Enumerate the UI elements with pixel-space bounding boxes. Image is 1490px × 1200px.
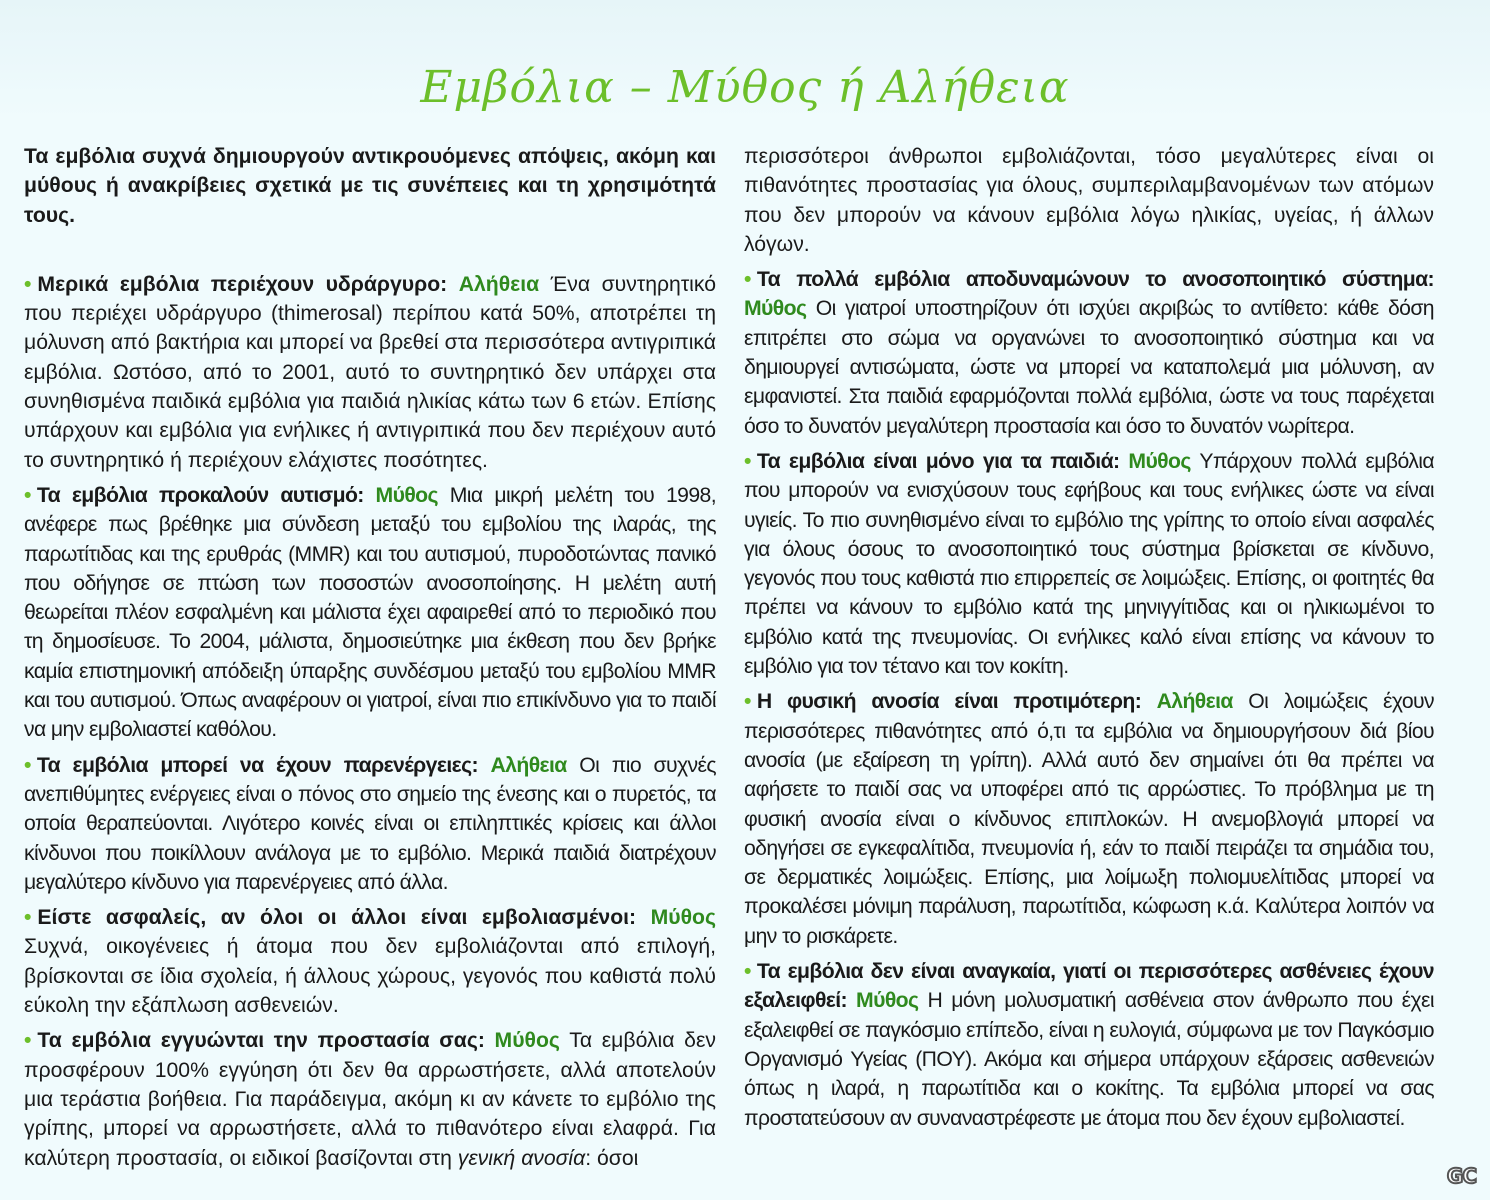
bullet-icon: • [744, 960, 751, 984]
item-heading: Η φυσική ανοσία είναι προτιμότερη: [756, 690, 1142, 714]
item-text: Τα εμβόλια δεν προσφέρουν 100% εγγύηση ότι δεν θα αρρωστήσετε, αλλά αποτελούν μια τεράστια βοήθεια. Για παράδειγμα, ακόμη κι αν κάνετε το εμβόλιο της γρίπης, μπορεί να αρρωστήσετε, αλλά το πιθανότερο είναι ελαφρά. Για καλύτερη προστασία, οι ειδικοί βασίζονται στη [24, 1029, 716, 1170]
verdict-label: Αλήθεια [1156, 690, 1233, 714]
verdict-label: Αλήθεια [458, 272, 540, 296]
item-heading: Μερικά εμβόλια περιέχουν υδράργυρο: [37, 272, 448, 296]
left-column [24, 142, 716, 1179]
item-herd-safety [24, 903, 716, 1020]
item-text: Οι πιο συχνές ανεπιθύμητες ενέργειες είναι ο πόνος στο σημείο της ένεσης και ο πυρετός, τα οποία θεραπεύονται. Λιγότερο κοινές είναι οι επιληπτικές κρίσεις και άλλοι κίνδυνοι που ποικίλλουν ανάλογα με το εμβόλιο. Μερικά παιδιά διατρέχουν μεγαλύτερο κίνδυνο για παρενέργειες από άλλα. [24, 753, 716, 894]
bullet-icon: • [744, 268, 751, 292]
item-text: Υπάρχουν πολλά εμβόλια που μπορούν να ενισχύσουν τους εφήβους και τους ενήλικες ώστε να είναι υγιείς. Το πιο συνηθισμένο είναι το εμβόλιο της γρίπης το οποίο είναι ασφαλές για όλους όσους το ανοσοποιητικό τους σύστημα βρίσκεται σε κίνδυνο, γεγονός που τους καθιστά πιο επιρρεπείς σε λοιμώξεις. Επίσης, οι φοιτητές θα πρέπει να κάνουν το εμβόλιο κατά της μηνιγγίτιδας και οι ηλικιωμένοι το εμβόλιο κατά της πνευμονίας. Οι ενήλικες καλό είναι επίσης να κάνουν το εμβόλιο για τον τέτανο και τον κοκίτη. [744, 449, 1434, 679]
verdict-label: Μύθος [744, 297, 807, 321]
verdict-label: Μύθος [375, 483, 438, 507]
bullet-icon: • [24, 272, 32, 296]
item-guarantee [24, 1026, 716, 1172]
item-natural-immunity [744, 687, 1434, 951]
item-heading: Τα πολλά εμβόλια αποδυναμώνουν το ανοσοποιητικό σύστημα: [756, 268, 1434, 292]
bullet-icon: • [24, 906, 32, 930]
item-text: Οι λοιμώξεις έχουν περισσότερες πιθανότητες από ό,τι τα εμβόλια να δημιουργήσουν διά βίου ανοσία (με εξαίρεση τη γρίπη). Αλλά αυτό δεν σημαίνει ότι θα πρέπει να αφήσετε το παιδί σας να υποφέρει από τις αρρώστιες. Το πρόβλημα με τη φυσική ανοσία είναι ο κίνδυνος επιπλοκών. Η ανεμοβλογιά μπορεί να οδηγήσει σε εγκεφαλίτιδα, πνευμονία ή, εάν το παιδί πειράζει τα σημάδια του, σε δερματικές λοιμώξεις. Επίσης, μια λοίμωξη πολιομυελίτιδας μπορεί να προκαλέσει μόνιμη παράλυση, παρωτίτιδα, κώφωση κ.ά. Καλύτερα λοιπόν να μην το ρισκάρετε. [744, 690, 1434, 948]
item-heading: Τα εμβόλια εγγυώνται την προστασία σας: [37, 1029, 485, 1053]
verdict-label: Αλήθεια [490, 753, 567, 777]
publisher-logo: GC [1446, 1164, 1476, 1188]
item-text: Η μόνη μολυσματική ασθένεια στον άνθρωπο που έχει εξαλειφθεί σε παγκόσμιο επίπεδο, είναι η ευλογιά, σύμφωνα με τον Παγκόσμιο Οργανισμό Υγείας (ΠΟΥ). Ακόμα και σήμερα υπάρχουν εξάρσεις ασθενειών όπως η ιλαρά, η παρωτίτιδα και ο κοκίτης. Τα εμβόλια μπορεί να σας προστατεύσουν αν συναναστρέφεστε με άτομα που δεν έχουν εμβολιαστεί. [744, 989, 1434, 1130]
bullet-icon: • [24, 483, 31, 507]
bullet-icon: • [24, 753, 31, 777]
item-text: Συχνά, οικογένειες ή άτομα που δεν εμβολιάζονται από επιλογή, βρίσκονται σε ίδια σχολεία, ή άλλους χώρους, γεγονός που καθιστά πολύ εύκολη την εξάπλωση ασθενειών. [24, 935, 716, 1018]
bullet-icon: • [744, 449, 751, 473]
verdict-label: Μύθος [650, 906, 716, 930]
item-mercury [24, 270, 716, 475]
item-side-effects [24, 751, 716, 897]
item-heading: Τα εμβόλια προκαλούν αυτισμό: [36, 483, 364, 507]
bullet-icon: • [24, 1029, 32, 1053]
item-heading: Τα εμβόλια είναι μόνο για τα παιδιά: [756, 449, 1120, 473]
item-text: Ένα συντηρητικό που περιέχει υδράργυρο (thimerosal) περίπου κατά 50%, αποτρέπει τη μόλυνση από βακτήρια και μπορεί να βρεθεί στα περισσότερα αντιγριπικά εμβόλια. Ωστόσο, από το 2001, αυτό το συντηρητικό δεν υπάρχει στα συνηθισμένα παιδικά εμβόλια για παιδιά ηλικίας κάτω των 6 ετών. Επίσης υπάρχουν και εμβόλια για ενήλικες ή αντιγριπικά που δεν περιέχουν αυτό το συντηρητικό ή περιέχουν ελάχιστες ποσότητες. [24, 272, 717, 472]
item-italic-term: γενική ανοσία [457, 1146, 586, 1170]
item-not-necessary [744, 957, 1434, 1133]
bullet-icon: • [744, 690, 751, 714]
item-children-only [744, 447, 1434, 681]
item-guarantee-continued: περισσότεροι άνθρωποι εμβολιάζονται, τόσο μεγαλύτερες είναι οι πιθανότητες προστασίας για όλους, συμπεριλαμβανομένων των ατόμων που δεν μπορούν να κάνουν εμβόλια λόγω ηλικίας, υγείας, ή άλλων λόγων. [744, 145, 1434, 256]
item-text: Μια μικρή μελέτη του 1998, ανέφερε πως βρέθηκε μια σύνδεση μεταξύ του εμβολίου της ιλαράς, της παρωτίτιδας και της ερυθράς (MMR) και του αυτισμού, πυροδοτώντας πανικό που οδήγησε σε πτώση των ποσοστών ανοσοποίησης. Η μελέτη αυτή θεωρείται πλέον εσφαλμένη και μάλιστα έχει αφαιρεθεί από το περιοδικό που τη δημοσίευσε. Το 2004, μάλιστα, δημοσιεύτηκε μια έκθεση που δεν βρήκε καμία επιστημονική απόδειξη ύπαρξης συνδέσμου μεταξύ του εμβολίου MMR και του αυτισμού. Όπως αναφέρουν οι γιατροί, είναι πιο επικίνδυνο για το παιδί να μην εμβολιαστεί καθόλου. [24, 483, 716, 742]
item-text-tail: : όσοι [585, 1146, 639, 1170]
item-heading: Τα εμβόλια μπορεί να έχουν παρενέργειες: [36, 753, 478, 777]
right-column [744, 142, 1434, 1139]
verdict-label: Μύθος [1128, 449, 1191, 473]
verdict-label: Μύθος [856, 989, 919, 1013]
item-heading: Είστε ασφαλείς, αν όλοι οι άλλοι είναι εμβολιασμένοι: [37, 906, 637, 930]
verdict-label: Μύθος [494, 1029, 560, 1053]
intro-text: Τα εμβόλια συχνά δημιουργούν αντικρουόμενες απόψεις, ακόμη και μύθους ή ανακρίβειες σχετικά με τις συνέπειες και τη χρησιμότητά τους. [24, 145, 716, 227]
item-text: Οι γιατροί υποστηρίζουν ότι ισχύει ακριβώς το αντίθετο: κάθε δόση επιτρέπει στο σώμα να οργανώνει το ανοσοποιητικό σύστημα και να δημιουργεί αντισώματα, ώστε να μπορεί να καταπολεμά μια μόλυνση, αν εμφανιστεί. Στα παιδιά εφαρμόζονται πολλά εμβόλια, ώστε να τους παρέχεται όσο το δυνατόν μεγαλύτερη προστασία και όσο το δυνατόν νωρίτερα. [744, 297, 1434, 438]
item-autism [24, 481, 716, 745]
item-heading: Τα εμβόλια δεν είναι αναγκαία, γιατί οι περισσότερες ασθένειες έχουν εξαλειφθεί: [744, 960, 1434, 1013]
page-title: Εμβόλια – Μύθος ή Αλήθεια [420, 62, 1070, 113]
item-weaken-immunity [744, 265, 1434, 441]
